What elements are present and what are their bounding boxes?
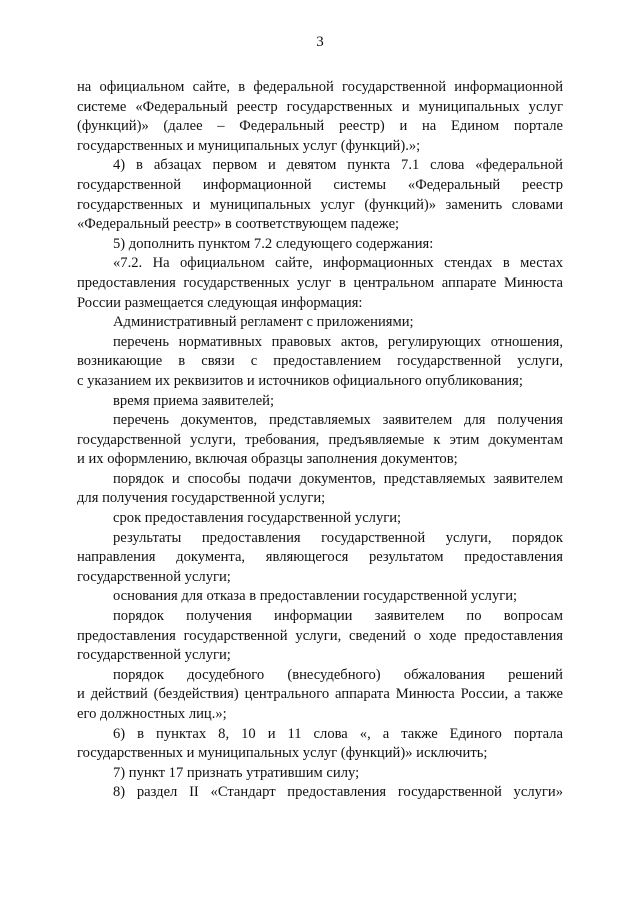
paragraph xyxy=(77,333,563,392)
text-line: «7.2. На официальном сайте, информационных стендах в местах xyxy=(113,255,563,272)
text-line: предоставления государственных услуг в центральном аппарате Минюста xyxy=(77,274,563,291)
paragraph xyxy=(77,313,563,333)
text-line: государственной услуги, требования, предъявляемые к этим документам xyxy=(77,431,563,448)
text-line: 6) в пунктах 8, 10 и 11 слова «, а также Единого портала xyxy=(113,725,563,742)
text-line: время приема заявителей; xyxy=(113,392,275,409)
paragraph xyxy=(77,783,563,803)
text-line: порядок досудебного (внесудебного) обжалования решений xyxy=(113,666,563,683)
text-line: возникающие в связи с предоставлением государственной услуги, xyxy=(77,353,563,370)
paragraph xyxy=(77,764,563,784)
paragraph xyxy=(77,725,563,764)
text-line: 4) в абзацах первом и девятом пункта 7.1 слова «федеральной xyxy=(113,157,563,174)
paragraph xyxy=(77,254,563,313)
text-line: на официальном сайте, в федеральной государственной информационной xyxy=(77,79,563,95)
paragraph xyxy=(77,470,563,509)
text-line: системе «Федеральный реестр государственных и муниципальных услуг xyxy=(77,98,563,115)
text-line: основания для отказа в предоставлении государственной услуги; xyxy=(113,588,518,605)
text-line: государственной услуги; xyxy=(77,647,231,664)
paragraph xyxy=(77,587,563,607)
text-line: предоставления государственной услуги, сведений о ходе предоставления xyxy=(77,627,563,644)
text-line: перечень документов, представляемых заявителем для получения xyxy=(113,412,563,429)
text-line: России размещается следующая информация: xyxy=(77,294,363,311)
paragraph xyxy=(77,607,563,666)
paragraph xyxy=(77,78,563,156)
paragraph xyxy=(77,666,563,725)
text-line: результаты предоставления государственной услуги, порядок xyxy=(113,529,563,546)
text-line: «Федеральный реестр» в соответствующем падеже; xyxy=(77,216,400,233)
text-line: направления документа, являющегося результатом предоставления xyxy=(77,549,563,566)
text-line: (функций)» (далее – Федеральный реестр) и на Едином портале xyxy=(77,118,563,135)
paragraph xyxy=(77,156,563,234)
text-line: государственных и муниципальных услуг (функций).»; xyxy=(77,137,421,154)
text-line: срок предоставления государственной услуги; xyxy=(113,510,402,527)
text-line: порядок и способы подачи документов, представляемых заявителем xyxy=(113,470,563,487)
paragraph xyxy=(77,529,563,588)
text-line: 5) дополнить пунктом 7.2 следующего содержания: xyxy=(113,235,434,252)
text-line: 8) раздел II «Стандарт предоставления государственной услуги» xyxy=(113,784,563,801)
text-line: 7) пункт 17 признать утратившим силу; xyxy=(113,764,360,781)
document-body xyxy=(77,78,563,803)
text-line: перечень нормативных правовых актов, регулирующих отношения, xyxy=(113,333,563,350)
text-line: государственных и муниципальных услуг (функций)» исключить; xyxy=(77,745,488,762)
paragraph xyxy=(77,411,563,470)
text-line: и их оформлению, включая образцы заполнения документов; xyxy=(77,451,458,468)
paragraph xyxy=(77,235,563,255)
text-line: порядок получения информации заявителем по вопросам xyxy=(113,608,563,625)
paragraph xyxy=(77,509,563,529)
text-line: государственных и муниципальных услуг (функций)» заменить словами xyxy=(77,196,563,213)
text-line: Административный регламент с приложениями; xyxy=(113,314,414,331)
text-line: его должностных лиц.»; xyxy=(77,706,227,722)
text-line: и действий (бездействия) центрального аппарата Минюста России, а также xyxy=(77,686,563,703)
text-line: с указанием их реквизитов и источников официального опубликования; xyxy=(77,372,523,389)
paragraph xyxy=(77,392,563,412)
text-line: государственной услуги; xyxy=(77,568,231,585)
text-line: для получения государственной услуги; xyxy=(77,490,326,507)
page-number: 3 xyxy=(316,34,324,50)
text-line: государственной информационной системы «Федеральный реестр xyxy=(77,176,563,193)
